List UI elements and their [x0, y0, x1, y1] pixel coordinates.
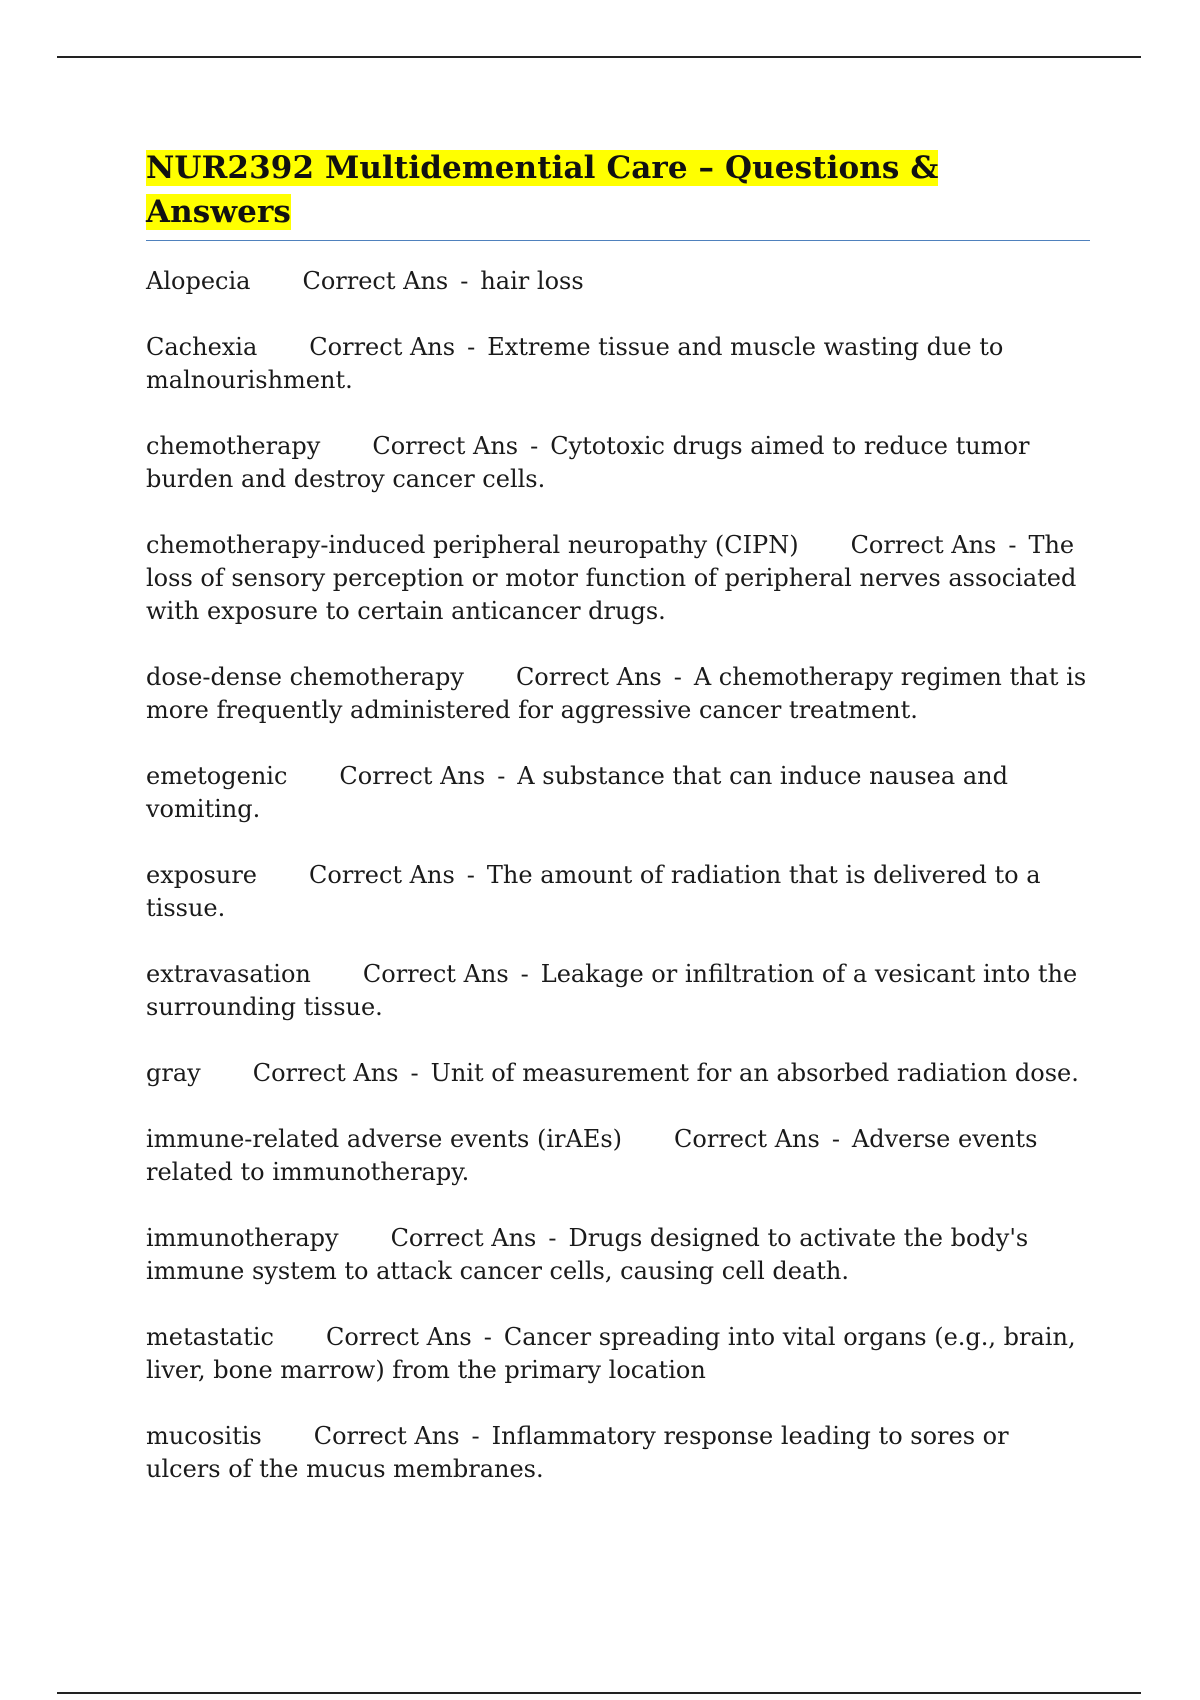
qa-entry [146, 1321, 1090, 1387]
qa-answer: The loss of sensory perception or motor function of peripheral nerves associated with exposure to certain anticancer drugs. [146, 531, 1077, 625]
qa-entry [146, 661, 1090, 727]
qa-term: immune-related adverse events (irAEs) [146, 1125, 623, 1153]
answer-label: Correct Ans [313, 1422, 460, 1450]
qa-entry [146, 1420, 1090, 1486]
answer-label: Correct Ans [309, 861, 455, 889]
answer-separator: - [471, 1422, 480, 1450]
answer-separator: - [548, 1224, 557, 1252]
qa-term: extravasation [146, 960, 311, 988]
qa-answer: The amount of radiation that is delivered to a tissue. [146, 861, 1041, 922]
qa-answer: A substance that can induce nausea and vomiting. [146, 762, 1008, 823]
qa-term: mucositis [146, 1422, 262, 1450]
qa-answer: hair loss [480, 267, 584, 295]
answer-label: Correct Ans [252, 1059, 399, 1087]
qa-entry [146, 760, 1090, 826]
answer-separator: - [530, 432, 539, 460]
qa-entry [146, 331, 1090, 397]
qa-answer: Cancer spreading into vital organs (e.g., brain, liver, bone marrow) from the primary location [146, 1323, 1076, 1384]
answer-label: Correct Ans [390, 1224, 537, 1252]
qa-term: immunotherapy [146, 1224, 339, 1252]
qa-term: exposure [146, 861, 257, 889]
answer-label: Correct Ans [372, 432, 519, 460]
answer-separator: - [520, 960, 529, 988]
qa-term: Alopecia [146, 267, 251, 295]
qa-entry [146, 1123, 1090, 1189]
qa-list [146, 265, 1090, 1486]
qa-answer: Leakage or infiltration of a vesicant into the surrounding tissue. [146, 960, 1078, 1021]
qa-entry [146, 529, 1090, 628]
answer-label: Correct Ans [339, 762, 486, 790]
answer-label: Correct Ans [325, 1323, 472, 1351]
answer-label: Correct Ans [302, 267, 449, 295]
answer-separator: - [1008, 531, 1017, 559]
qa-term: Cachexia [146, 333, 258, 361]
document-title: NUR2392 Multidemential Care – Questions & Answers [146, 150, 939, 230]
qa-term: emetogenic [146, 762, 288, 790]
answer-separator: - [466, 861, 475, 889]
qa-answer: Inflammatory response leading to sores or ulcers of the mucus membranes. [146, 1422, 1009, 1483]
answer-separator: - [467, 333, 476, 361]
answer-separator: - [483, 1323, 492, 1351]
qa-term: chemotherapy [146, 432, 321, 460]
answer-label: Correct Ans [309, 333, 456, 361]
qa-answer: Unit of measurement for an absorbed radiation dose. [430, 1059, 1079, 1087]
answer-separator: - [410, 1059, 419, 1087]
qa-term: chemotherapy-induced peripheral neuropathy (CIPN) [146, 531, 799, 559]
qa-answer: A chemotherapy regimen that is more frequently administered for aggressive cancer treatment. [146, 663, 1087, 724]
answer-label: Correct Ans [362, 960, 509, 988]
qa-answer: Cytotoxic drugs aimed to reduce tumor burden and destroy cancer cells. [146, 432, 1030, 493]
answer-separator: - [673, 663, 682, 691]
qa-entry [146, 430, 1090, 496]
answer-label: Correct Ans [674, 1125, 820, 1153]
qa-entry [146, 859, 1090, 925]
answer-separator: - [831, 1125, 840, 1153]
answer-separator: - [460, 267, 469, 295]
title-block [146, 146, 1090, 241]
qa-term: gray [146, 1059, 201, 1087]
document-body [146, 146, 1090, 1519]
qa-entry [146, 1222, 1090, 1288]
qa-answer: Adverse events related to immunotherapy. [146, 1125, 1038, 1186]
header-rule [57, 56, 1141, 58]
qa-term: dose-dense chemotherapy [146, 663, 464, 691]
answer-separator: - [497, 762, 506, 790]
qa-answer: Extreme tissue and muscle wasting due to malnourishment. [146, 333, 1004, 394]
qa-answer: Drugs designed to activate the body's immune system to attack cancer cells, causing cell death. [146, 1224, 1029, 1285]
qa-entry [146, 265, 1090, 298]
qa-entry [146, 958, 1090, 1024]
qa-entry [146, 1057, 1090, 1090]
qa-term: metastatic [146, 1323, 274, 1351]
answer-label: Correct Ans [850, 531, 997, 559]
footer-rule [57, 1692, 1141, 1694]
answer-label: Correct Ans [515, 663, 662, 691]
